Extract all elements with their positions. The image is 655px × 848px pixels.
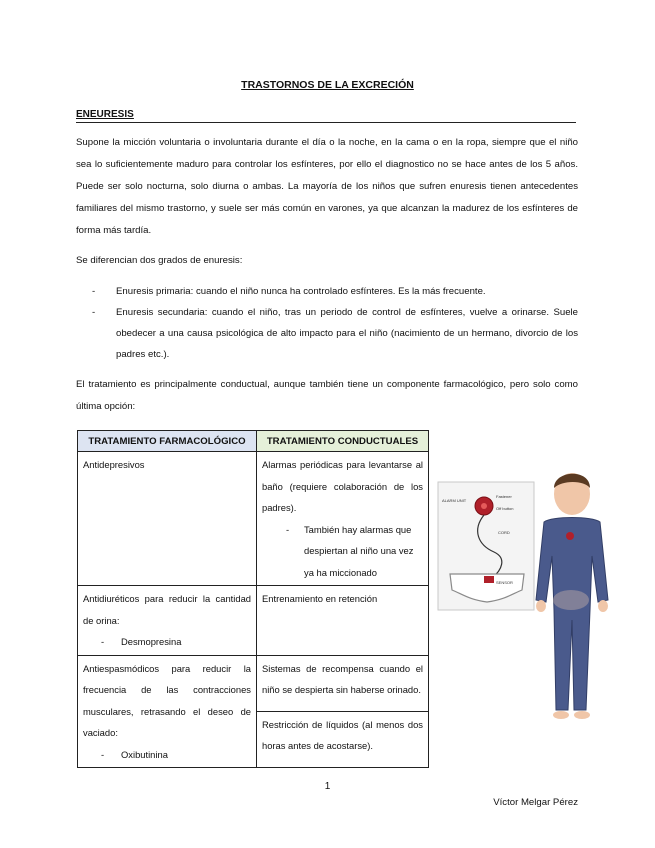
sensor-icon xyxy=(484,576,494,583)
cell-subitem xyxy=(262,519,423,584)
section-heading xyxy=(76,109,576,123)
paragraph-definition: Supone la micción voluntaria o involuntaria durante el día o la noche, en la cama o en la ropa, siempre que el niño sea lo suficientemente maduro para controlar los esfínteres, por ello el diagnostico no se hace antes de los 5 años. Puede ser solo nocturna, solo diurna o ambas. La mayoría de los niños que sufren enuresis tienen antecedentes familiares del mismo trastorno, y suele ser más común en varones, ya que alcanzan la madurez de los esfínteres de forma más tardía. xyxy=(76,137,578,236)
child-pajamas xyxy=(536,518,608,711)
cell-retention-training xyxy=(257,586,429,656)
list-item-text: Enuresis primaria: cuando el niño nunca ha controlado esfínteres. Es la más frecuente. xyxy=(116,286,486,297)
child-hand-right xyxy=(598,600,608,612)
child-figure xyxy=(536,473,608,719)
cell-antispasmodics xyxy=(78,655,257,768)
label-sensor: SENSOR xyxy=(496,580,513,585)
cell-text: Entrenamiento en retención xyxy=(262,593,378,604)
list-item xyxy=(92,302,578,365)
cell-alarms xyxy=(257,452,429,586)
alarm-unit-worn-icon xyxy=(566,532,574,540)
cell-text: Antidepresivos xyxy=(83,459,145,470)
header-pharmacological: TRATAMIENTO FARMACOLÓGICO xyxy=(78,431,257,452)
child-foot-left xyxy=(553,711,569,719)
alarm-diagram-inset xyxy=(438,482,534,610)
cell-subitem-text: Oxibutinina xyxy=(121,748,168,760)
cell-subitem xyxy=(83,744,251,766)
cell-fluid-restriction xyxy=(257,711,429,767)
table-header-row xyxy=(78,431,429,452)
list-item-text: Enuresis secundaria: cuando el niño, tras un periodo de control de esfínteres, vuelve a orinarse. Suele obedecer a una causa psicológica de alto impacto para el niño (nacimiento de un hermano, divorcio de los padres etc.). xyxy=(116,307,578,360)
label-off-button: Off button xyxy=(496,506,514,511)
header-behavioral: TRATAMIENTO CONDUCTUALES xyxy=(257,431,429,452)
cell-reward-systems xyxy=(257,655,429,711)
paragraph-treatment: El tratamiento es principalmente conductual, aunque también tiene un componente farmacológico, pero solo como última opción: xyxy=(76,379,578,412)
child-hand-left xyxy=(536,600,546,612)
list-item xyxy=(92,281,578,302)
cell-text: Antidiuréticos para reducir la cantidad de orina: xyxy=(83,593,251,626)
cell-text: Alarmas periódicas para levantarse al baño (requiere colaboración de los padres). xyxy=(262,459,423,513)
cell-subitem-text: Desmopresina xyxy=(121,636,182,647)
child-underwear-sensor-area xyxy=(553,590,589,610)
label-alarm-unit: ALARM UNIT xyxy=(442,498,467,503)
cell-subitem-text: También hay alarmas que despiertan al niño una vez ya ha miccionado xyxy=(304,523,414,578)
bullet-dash: - xyxy=(101,748,105,760)
document-title: TRASTORNOS DE LA EXCRECIÓN xyxy=(241,79,414,91)
grades-list xyxy=(92,281,578,365)
cell-text: Sistemas de recompensa cuando el niño se despierta sin haberse orinado. xyxy=(262,662,423,695)
table-row xyxy=(78,655,429,711)
section-heading-text: ENEURESIS xyxy=(76,109,134,120)
page-number: 1 xyxy=(324,781,331,792)
bullet-dash: - xyxy=(101,636,105,647)
bullet-dash: - xyxy=(92,307,96,318)
cell-subitem xyxy=(83,631,251,653)
cell-text: Antiespasmódicos para reducir la frecuencia de las contracciones musculares, retrasando el deseo de vaciado: xyxy=(83,662,251,738)
author-footer: Víctor Melgar Pérez xyxy=(493,797,578,808)
label-cord: CORD xyxy=(498,530,510,535)
child-foot-right xyxy=(574,711,590,719)
alarm-button-icon xyxy=(481,503,487,509)
bullet-dash: - xyxy=(92,286,96,297)
cell-text: Restricción de líquidos (al menos dos horas antes de acostarse). xyxy=(262,718,423,752)
table-row xyxy=(78,452,429,586)
treatment-table xyxy=(77,430,429,768)
bullet-dash: - xyxy=(286,523,290,535)
label-fastener: Fastener xyxy=(496,494,512,499)
cell-antidepressants xyxy=(78,452,257,586)
cell-antidiuretics xyxy=(78,586,257,656)
table-row xyxy=(78,586,429,656)
paragraph-grades-intro: Se diferencian dos grados de enuresis: xyxy=(76,255,243,266)
enuresis-alarm-illustration xyxy=(432,460,612,730)
